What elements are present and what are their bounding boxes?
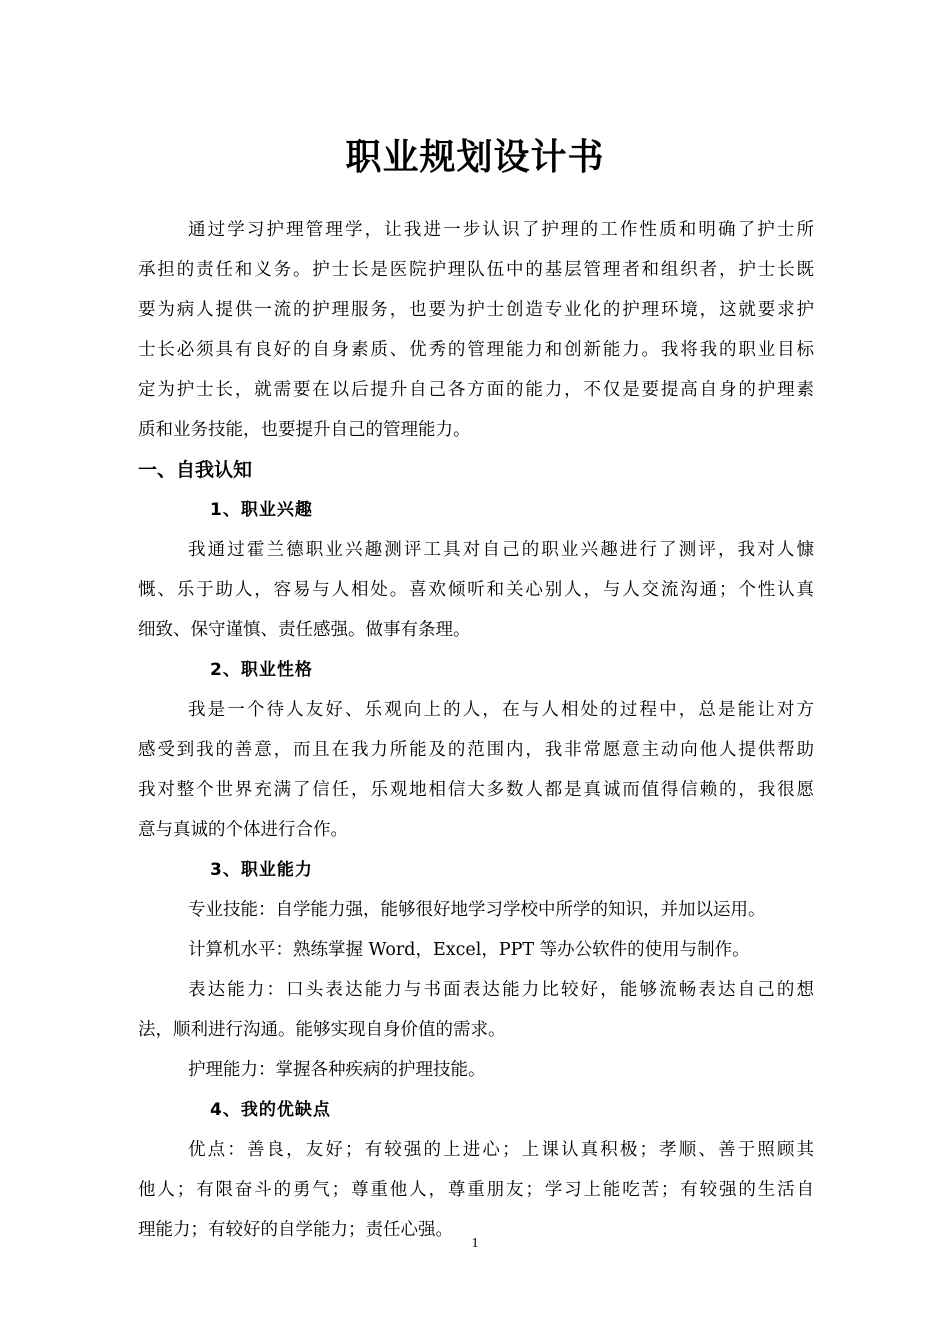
intro-paragraph bbox=[138, 210, 814, 450]
intro-line: 定为护士长，就需要在以后提升自己各方面的能力，不仅是要提高自身的护理素 bbox=[138, 380, 814, 400]
paragraph-line: 细致、保守谨慎、责任感强。做事有条理。 bbox=[138, 620, 471, 640]
paragraph-line: 理能力；有较好的自学能力；责任心强。 bbox=[138, 1220, 453, 1240]
paragraph-line: 我是一个待人友好、乐观向上的人，在与人相处的过程中，总是能让对方 bbox=[188, 700, 814, 720]
paragraph-line: 表达能力：口头表达能力与书面表达能力比较好，能够流畅表达自己的想 bbox=[188, 980, 814, 1000]
paragraph-line: 他人；有限奋斗的勇气；尊重他人，尊重朋友；学习上能吃苦；有较强的生活自 bbox=[138, 1180, 814, 1200]
career-interest-paragraph bbox=[138, 530, 814, 650]
subheading-career-personality: 2、职业性格 bbox=[210, 660, 313, 680]
paragraph-line: 意与真诚的个体进行合作。 bbox=[138, 820, 348, 840]
intro-line: 质和业务技能，也要提升自己的管理能力。 bbox=[138, 420, 471, 440]
intro-line: 承担的责任和义务。护士长是医院护理队伍中的基层管理者和组织者，护士长既 bbox=[138, 260, 814, 280]
paragraph-line: 法，顺利进行沟通。能够实现自身价值的需求。 bbox=[138, 1020, 506, 1040]
intro-line: 要为病人提供一流的护理服务，也要为护士创造专业化的护理环境，这就要求护 bbox=[138, 300, 814, 320]
subheading-career-interest: 1、职业兴趣 bbox=[210, 500, 313, 520]
subheading-strengths-weaknesses: 4、我的优缺点 bbox=[210, 1100, 331, 1120]
section-heading-self-awareness: 一、自我认知 bbox=[138, 459, 253, 481]
paragraph-line: 我对整个世界充满了信任，乐观地相信大多数人都是真诚而值得信赖的，我很愿 bbox=[138, 780, 814, 800]
document-body bbox=[138, 210, 814, 1250]
page-number: 1 bbox=[471, 1236, 479, 1251]
paragraph-line: 慨、乐于助人，容易与人相处。喜欢倾听和关心别人，与人交流沟通；个性认真 bbox=[138, 580, 814, 600]
paragraph-line: 感受到我的善意，而且在我力所能及的范围内，我非常愿意主动向他人提供帮助 bbox=[138, 740, 814, 760]
strengths-paragraph bbox=[138, 1130, 814, 1250]
nursing-ability-line: 护理能力：掌握各种疾病的护理技能。 bbox=[188, 1060, 486, 1080]
subheading-career-ability: 3、职业能力 bbox=[210, 860, 313, 880]
paragraph-line: 优点：善良，友好；有较强的上进心；上课认真积极；孝顺、善于照顾其 bbox=[188, 1140, 814, 1160]
paragraph-line: 我通过霍兰德职业兴趣测评工具对自己的职业兴趣进行了测评，我对人慷 bbox=[188, 540, 814, 560]
career-personality-paragraph bbox=[138, 690, 814, 850]
computer-skills-line: 计算机水平：熟练掌握 Word，Excel，PPT 等办公软件的使用与制作。 bbox=[188, 940, 750, 960]
document-title: 职业规划设计书 bbox=[345, 137, 605, 178]
intro-line: 通过学习护理管理学，让我进一步认识了护理的工作性质和明确了护士所 bbox=[188, 220, 814, 240]
intro-line: 士长必须具有良好的自身素质、优秀的管理能力和创新能力。我将我的职业目标 bbox=[138, 340, 814, 360]
expression-ability-paragraph bbox=[138, 970, 814, 1050]
professional-skills-line: 专业技能：自学能力强，能够很好地学习学校中所学的知识，并加以运用。 bbox=[188, 900, 766, 920]
